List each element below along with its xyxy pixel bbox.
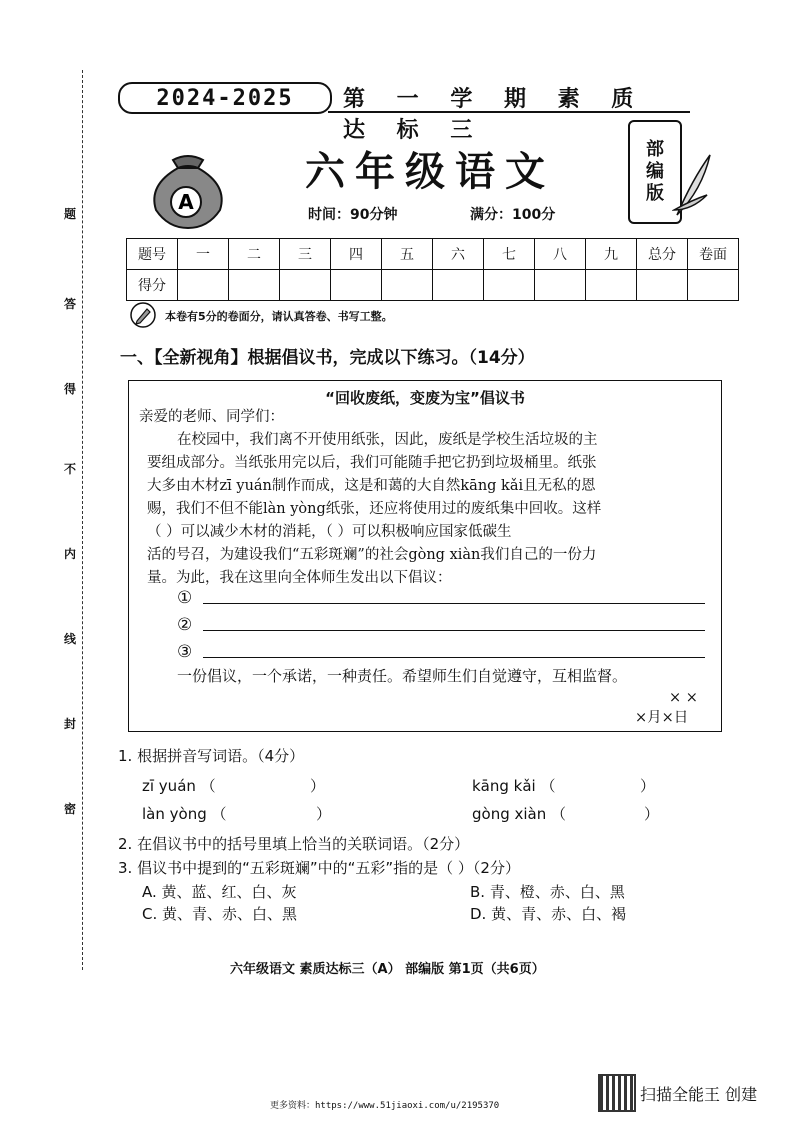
- exam-note: 本卷有5分的卷面分，请认真答卷、书写工整。: [165, 310, 393, 323]
- score-row-label: 得分: [127, 270, 178, 301]
- qr-code-icon: [598, 1074, 636, 1112]
- edition-char: 版: [646, 183, 664, 204]
- binding-label: 答: [64, 297, 77, 311]
- proposal-item-number: ①: [177, 588, 193, 608]
- score-header-cell: 一: [178, 239, 229, 270]
- pinyin-close: ）: [316, 805, 332, 823]
- proposal-letter: [128, 380, 722, 732]
- score-cell[interactable]: [484, 270, 535, 301]
- letter-title: “回收废纸，变废为宝”倡议书: [325, 389, 525, 407]
- proposal-item-number: ②: [177, 615, 193, 635]
- scanner-watermark: 扫描全能王 创建: [640, 1085, 758, 1104]
- exam-time: 时间：90分钟: [308, 207, 398, 223]
- letter-line: 在校园中，我们离不开使用纸张，因此，废纸是学校生活垃圾的主: [177, 432, 598, 448]
- proposal-answer-line[interactable]: [203, 630, 705, 631]
- leaf-icon: [672, 150, 712, 220]
- pencil-icon: [130, 302, 156, 328]
- letter-line: 量。为此，我在这里向全体师生发出以下倡议：: [147, 570, 452, 586]
- score-header-cell: 卷面: [688, 239, 739, 270]
- year-badge: 2024-2025: [118, 82, 332, 114]
- score-header-cell: 五: [382, 239, 433, 270]
- question-2: 2. 在倡议书中的括号里填上恰当的关联词语。（2分）: [118, 835, 470, 853]
- money-bag-icon: [138, 130, 238, 230]
- score-cell[interactable]: [229, 270, 280, 301]
- binding-label: 封: [64, 717, 77, 731]
- pinyin-label: làn yòng （: [142, 805, 227, 823]
- header-rule: [328, 111, 690, 113]
- score-cell[interactable]: [637, 270, 688, 301]
- score-cell[interactable]: [382, 270, 433, 301]
- letter-greeting: 亲爱的老师、同学们：: [139, 409, 284, 425]
- proposal-item-number: ③: [177, 642, 193, 662]
- option-c[interactable]: C. 黄、青、赤、白、黑: [142, 905, 298, 923]
- binding-line: [82, 70, 83, 970]
- score-header-cell: 题号: [127, 239, 178, 270]
- score-header-row: [127, 239, 739, 270]
- binding-label: 内: [64, 547, 77, 561]
- binding-label: 线: [64, 632, 77, 646]
- semester-title: 第 一 学 期 素 质 达 标 三: [343, 86, 646, 143]
- score-header-cell: 四: [331, 239, 382, 270]
- page-title: 六年级语文: [305, 148, 555, 195]
- page-footer: 六年级语文 素质达标三（A） 部编版 第1页（共6页）: [230, 962, 545, 977]
- score-cell[interactable]: [535, 270, 586, 301]
- section-heading: 一、【全新视角】根据倡议书，完成以下练习。（14分）: [120, 348, 535, 368]
- edition-char: 编: [646, 161, 664, 182]
- letter-date: ×月×日: [635, 710, 689, 726]
- letter-signer: × ×: [669, 690, 698, 706]
- score-row: [127, 270, 739, 301]
- binding-label: 密: [64, 802, 77, 816]
- score-header-cell: 七: [484, 239, 535, 270]
- grade-letter: A: [178, 190, 194, 214]
- pinyin-close: ）: [644, 805, 660, 823]
- option-a[interactable]: A. 黄、蓝、红、白、灰: [142, 883, 297, 901]
- score-header-cell: 六: [433, 239, 484, 270]
- option-b[interactable]: B. 青、橙、赤、白、黑: [470, 883, 625, 901]
- binding-label: 题: [64, 207, 77, 221]
- score-header-cell: 总分: [637, 239, 688, 270]
- score-cell[interactable]: [178, 270, 229, 301]
- score-header-cell: 二: [229, 239, 280, 270]
- score-header-cell: 三: [280, 239, 331, 270]
- letter-line: 赐，我们不但不能làn yòng纸张，还应将使用过的废纸集中回收。这样: [147, 501, 602, 517]
- score-cell[interactable]: [433, 270, 484, 301]
- pinyin-close: ）: [310, 777, 326, 795]
- score-header-cell: 八: [535, 239, 586, 270]
- pinyin-close: ）: [640, 777, 656, 795]
- option-d[interactable]: D. 黄、青、赤、白、褐: [470, 905, 627, 923]
- source-url: 更多资料：https://www.51jiaoxi.com/u/2195370: [270, 1101, 500, 1111]
- score-table: [126, 238, 739, 301]
- score-cell[interactable]: [331, 270, 382, 301]
- pinyin-label: gòng xiàn （: [472, 805, 567, 823]
- score-cell[interactable]: [280, 270, 331, 301]
- pinyin-label: zī yuán （: [142, 777, 216, 795]
- binding-label: 得: [64, 382, 77, 396]
- proposal-answer-line[interactable]: [203, 603, 705, 604]
- score-cell[interactable]: [688, 270, 739, 301]
- score-cell[interactable]: [586, 270, 637, 301]
- pinyin-label: kāng kǎi （: [472, 777, 556, 795]
- letter-closing: 一份倡议，一个承诺，一种责任。希望师生们自觉遵守，互相监督。: [177, 667, 628, 685]
- letter-line: 大多由木材zī yuán制作而成，这是和蔼的大自然kāng kǎi且无私的恩: [147, 478, 596, 494]
- letter-line: （ ）可以减少木材的消耗，（ ）可以积极响应国家低碳生: [147, 524, 512, 540]
- edition-char: 部: [646, 139, 664, 160]
- header-bar: [118, 82, 690, 143]
- full-score: 满分：100分: [470, 207, 556, 223]
- question-3: 3. 倡议书中提到的“五彩斑斓”中的“五彩”指的是（ ）（2分）: [118, 859, 520, 877]
- binding-label: 不: [64, 462, 77, 476]
- letter-line: 活的号召，为建设我们“五彩斑斓”的社会gòng xiàn我们自己的一份力: [147, 547, 597, 563]
- proposal-answer-line[interactable]: [203, 657, 705, 658]
- question-1: 1. 根据拼音写词语。（4分）: [118, 747, 305, 765]
- letter-line: 要组成部分。当纸张用完以后，我们可能随手把它扔到垃圾桶里。纸张: [147, 455, 597, 471]
- score-header-cell: 九: [586, 239, 637, 270]
